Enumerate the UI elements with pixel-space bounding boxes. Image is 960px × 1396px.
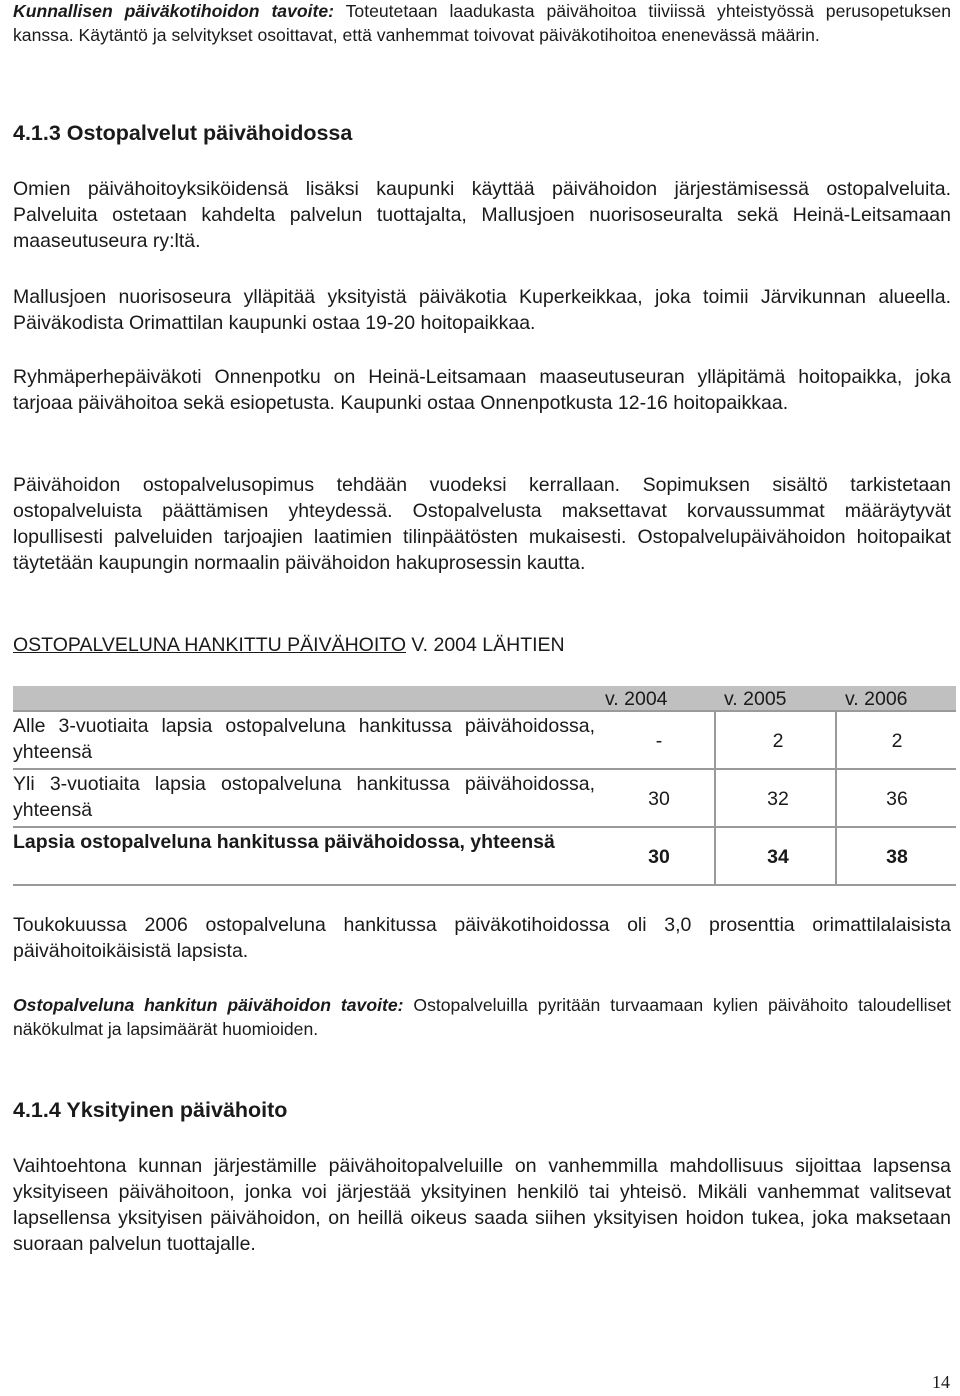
- cell-2004: 30: [648, 846, 670, 868]
- section-413-paragraph-4: Päivähoidon ostopalvelusopimus tehdään vuodeksi kerrallaan. Sopimuksen sisältö tarkistetaan ostopalveluista päättämisen yhteydessä. Ostopalvelusta maksettavat korvaussummat määräytyvät lopullisesti palveluiden tarjoajien laatimien tilinpäätösten mukaisesti. Ostopalvelupäivähoidon hoitopaikat täytetään kaupungin normaalin päivähoidon hakuprosessin kautta.: [13, 474, 951, 574]
- row-label: Lapsia ostopalveluna hankitussa päivähoidossa, yhteensä: [13, 831, 555, 853]
- table-row: [13, 710, 956, 770]
- table-title-rest: V. 2004 LÄHTIEN: [406, 634, 565, 656]
- cell-2004: -: [655, 730, 663, 752]
- section-414-heading: 4.1.4 Yksityinen päivähoito: [13, 1098, 288, 1122]
- table-title-underlined: OSTOPALVELUNA HANKITTU PÄIVÄHOITO: [13, 634, 406, 656]
- cell-2006: 36: [886, 788, 908, 810]
- column-header-2004: v. 2004: [605, 688, 668, 710]
- cell-2005: 32: [767, 788, 789, 810]
- table-row: [13, 770, 956, 828]
- goal-text: Ostopalveluilla pyritään turvaamaan kylien päivähoito taloudelliset näkökulmat ja lapsimäärät huomioiden.: [13, 995, 951, 1039]
- row-label: Yli 3-vuotiaita lapsia ostopalveluna hankitussa päivähoidossa, yhteensä: [13, 773, 595, 821]
- section-413-heading: 4.1.3 Ostopalvelut päivähoidossa: [13, 121, 353, 145]
- after-table-paragraph: Toukokuussa 2006 ostopalveluna hankitussa päiväkotihoidossa oli 3,0 prosenttia orimattilalaisista päivähoitoikäisistä lapsista.: [13, 914, 951, 962]
- cell-2005: 2: [772, 730, 784, 752]
- column-header-2006: v. 2006: [845, 688, 908, 710]
- cell-2004: 30: [648, 788, 670, 810]
- row-label: Alle 3-vuotiaita lapsia ostopalveluna hankitussa päivähoidossa, yhteensä: [13, 715, 595, 763]
- page-number: 14: [932, 1372, 950, 1392]
- intro-lead: Kunnallisen päiväkotihoidon tavoite:: [13, 1, 335, 21]
- table-row-total: [13, 828, 956, 886]
- section-413-paragraph-3: Ryhmäperhepäiväkoti Onnenpotku on Heinä-Leitsamaan maaseutuseuran ylläpitämä hoitopaikka, joka tarjoaa päivähoitoa sekä esiopetusta. Kaupunki ostaa Onnenpotkusta 12-16 hoitopaikkaa.: [13, 366, 951, 414]
- intro-text: Toteutetaan laadukasta päivähoitoa tiiviissä yhteistyössä perusopetuksen kanssa. Käytäntö ja selvitykset osoittavat, että vanhemmat toivovat päiväkotihoitoa enenevässä määrin.: [13, 1, 951, 45]
- goal-lead: Ostopalveluna hankitun päivähoidon tavoite:: [13, 995, 404, 1015]
- purchased-daycare-table: [13, 686, 956, 886]
- table-header: [13, 686, 956, 710]
- cell-2005: 34: [767, 846, 789, 868]
- table-title: [13, 632, 951, 658]
- section-413-paragraph-2: Mallusjoen nuorisoseura ylläpitää yksityistä päiväkotia Kuperkeikkaa, joka toimii Järvikunnan alueella. Päiväkodista Orimattilan kaupunki ostaa 19-20 hoitopaikkaa.: [13, 286, 951, 334]
- column-header-2005: v. 2005: [724, 688, 787, 710]
- section-414-paragraph: Vaihtoehtona kunnan järjestämille päivähoitopalveluille on vanhemmilla mahdollisuus sijoittaa lapsensa yksityiseen päivähoitoon, jonka voi järjestää yksityinen henkilö tai yhteisö. Mikäli vanhemmat valitsevat lapsellensa yksityisen päivähoidon, on heillä oikeus saada siihen yksityisen hoidon tukea, joka maksetaan suoraan palvelun tuottajalle.: [13, 1155, 951, 1255]
- section-413-paragraph-1: Omien päivähoitoyksiköidensä lisäksi kaupunki käyttää päivähoidon järjestämisessä ostopalveluita. Palveluita ostetaan kahdelta palvelun tuottajalta, Mallusjoen nuorisoseuralta sekä Heinä-Leitsamaan maaseutuseura ry:ltä.: [13, 178, 951, 252]
- cell-2006: 38: [886, 846, 908, 868]
- goal-paragraph: [13, 994, 951, 1041]
- cell-2006: 2: [891, 730, 903, 752]
- intro-paragraph: [13, 0, 951, 47]
